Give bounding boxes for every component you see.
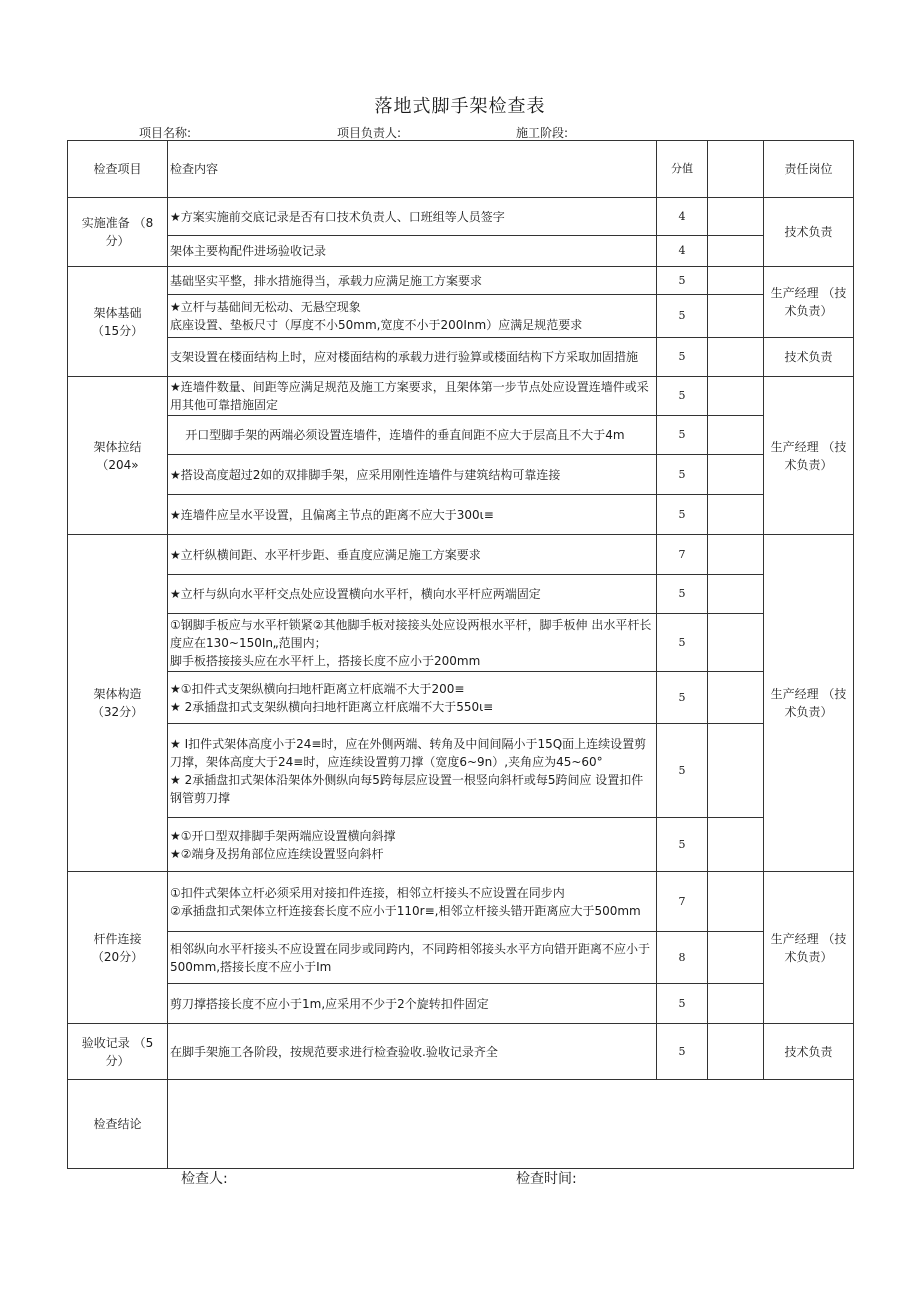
header-score: 分值 bbox=[657, 141, 708, 198]
row-content: ★立杆纵横间距、水平杆步距、垂直度应满足施工方案要求 bbox=[168, 535, 657, 575]
row-content: 开口型脚手架的两端必须设置连墙件，连墙件的垂直间距不应大于层高且不大于4m bbox=[168, 416, 657, 455]
inspector-label: 检查人: bbox=[181, 1171, 228, 1187]
table-row bbox=[68, 614, 854, 672]
row-content: 剪刀撑搭接长度不应小于1m,应采用不少于2个旋转扣件固定 bbox=[168, 984, 657, 1024]
row-blank bbox=[708, 495, 764, 535]
table-row bbox=[68, 984, 854, 1024]
row-score: 5 bbox=[657, 267, 708, 295]
table-row bbox=[68, 724, 854, 818]
row-blank bbox=[708, 338, 764, 377]
row-blank bbox=[708, 1024, 764, 1080]
row-blank bbox=[708, 724, 764, 818]
section-label-conclusion: 检查结论 bbox=[68, 1080, 168, 1169]
row-content: ★ I扣件式架体高度小于24≡时，应在外侧两端、转角及中间间隔小于15Q面上连续设置剪刀撑，架体高度大于24≡时，应连续设置剪刀撑（宽度6~9n）,夹角应为45~60° ★ 2承插盘扣式架体沿架体外侧纵向每5跨每层应设置一根竖向斜杆或每5跨间应 设置扣件钢管剪刀撑 bbox=[168, 724, 657, 818]
row-blank bbox=[708, 377, 764, 416]
role-tie: 生产经理 （技术负责） bbox=[764, 377, 854, 535]
project-name-label: 项目名称: bbox=[139, 126, 192, 140]
section-label-struct: 架体构造 （32分） bbox=[68, 535, 168, 872]
row-score: 4 bbox=[657, 236, 708, 267]
row-content: ★方案实施前交底记录是否有口技术负责人、口班组等人员签字 bbox=[168, 198, 657, 236]
row-content: ★①开口型双排脚手架两端应设置横向斜撑 ★②端身及拐角部位应连续设置竖向斜杆 bbox=[168, 818, 657, 872]
table-row bbox=[68, 535, 854, 575]
table-row bbox=[68, 672, 854, 724]
row-content: ★连墙件数量、间距等应满足规范及施工方案要求，且架体第一步节点处应设置连墙件或采用其他可靠措施固定 bbox=[168, 377, 657, 416]
row-blank bbox=[708, 535, 764, 575]
table-row bbox=[68, 267, 854, 295]
row-score: 5 bbox=[657, 1024, 708, 1080]
table-row bbox=[68, 495, 854, 535]
header-content: 检查内容 bbox=[168, 141, 657, 198]
section-label-tie: 架体拉结 （204» bbox=[68, 377, 168, 535]
table-row bbox=[68, 338, 854, 377]
row-blank bbox=[708, 416, 764, 455]
row-score: 4 bbox=[657, 198, 708, 236]
role-joint: 生产经理 （技术负责） bbox=[764, 872, 854, 1024]
row-score: 5 bbox=[657, 495, 708, 535]
row-score: 7 bbox=[657, 872, 708, 932]
row-blank bbox=[708, 872, 764, 932]
conclusion-row bbox=[68, 1080, 854, 1169]
phase-label: 施工阶段: bbox=[516, 126, 569, 140]
row-content: ★连墙件应呈水平设置，且偏离主节点的距离不应大于300ι≡ bbox=[168, 495, 657, 535]
role-base-b: 技术负责 bbox=[764, 338, 854, 377]
project-lead-label: 项目负责人: bbox=[337, 126, 402, 140]
row-blank bbox=[708, 672, 764, 724]
table-row bbox=[68, 932, 854, 984]
table-row bbox=[68, 377, 854, 416]
table-row bbox=[68, 295, 854, 338]
row-score: 5 bbox=[657, 672, 708, 724]
role-base-a: 生产经理 （技术负责） bbox=[764, 267, 854, 338]
role-struct: 生产经理 （技术负责） bbox=[764, 535, 854, 872]
section-label-accept: 验收记录 （5分） bbox=[68, 1024, 168, 1080]
row-blank bbox=[708, 932, 764, 984]
role-prep: 技术负责 bbox=[764, 198, 854, 267]
row-score: 5 bbox=[657, 377, 708, 416]
row-score: 5 bbox=[657, 295, 708, 338]
row-blank bbox=[708, 614, 764, 672]
table-row bbox=[68, 575, 854, 614]
row-score: 5 bbox=[657, 575, 708, 614]
row-content: ①扣件式架体立杆必须采用对接扣件连接，相邻立杆接头不应设置在同步内 ②承插盘扣式架体立杆连接套长度不应小于110r≡,相邻立杆接头错开距离应大于500mm bbox=[168, 872, 657, 932]
row-content: ★搭设高度超过2如的双排脚手架，应采用刚性连墙件与建筑结构可靠连接 bbox=[168, 455, 657, 495]
header-item: 检查项目 bbox=[68, 141, 168, 198]
header-row bbox=[68, 141, 854, 198]
section-label-prep: 实施准备 （8分） bbox=[68, 198, 168, 267]
section-label-joint: 杆件连接 （20分） bbox=[68, 872, 168, 1024]
row-content: ★①扣件式支架纵横向扫地杆距离立杆底端不大于200≡ ★ 2承插盘扣式支架纵横向扫地杆距离立杆底端不大于550ι≡ bbox=[168, 672, 657, 724]
row-score: 5 bbox=[657, 455, 708, 495]
row-blank bbox=[708, 455, 764, 495]
row-content: 基础坚实平整，排水措施得当，承载力应满足施工方案要求 bbox=[168, 267, 657, 295]
row-content: 在脚手架施工各阶段，按规范要求进行检查验收.验收记录齐全 bbox=[168, 1024, 657, 1080]
row-score: 5 bbox=[657, 724, 708, 818]
row-score: 8 bbox=[657, 932, 708, 984]
section-label-base: 架体基础 （15分） bbox=[68, 267, 168, 377]
row-content: ★立杆与纵向水平杆交点处应设置横向水平杆，横向水平杆应两端固定 bbox=[168, 575, 657, 614]
table-row bbox=[68, 1024, 854, 1080]
table-row bbox=[68, 872, 854, 932]
row-blank bbox=[708, 818, 764, 872]
row-blank bbox=[708, 236, 764, 267]
row-score: 5 bbox=[657, 614, 708, 672]
table-row bbox=[68, 198, 854, 236]
row-blank bbox=[708, 198, 764, 236]
row-content: 架体主要构配件进场验收记录 bbox=[168, 236, 657, 267]
table-row bbox=[68, 236, 854, 267]
row-blank bbox=[708, 267, 764, 295]
row-blank bbox=[708, 575, 764, 614]
header-role: 责任岗位 bbox=[764, 141, 854, 198]
table-row bbox=[68, 455, 854, 495]
inspection-time-label: 检查时间: bbox=[516, 1171, 577, 1187]
row-score: 5 bbox=[657, 818, 708, 872]
inspection-table bbox=[67, 140, 854, 1169]
row-content: 相邻纵向水平杆接头不应设置在同步或同跨内，不同跨相邻接头水平方向错开距离不应小于500mm,搭接长度不应小于Im bbox=[168, 932, 657, 984]
role-accept: 技术负责 bbox=[764, 1024, 854, 1080]
row-blank bbox=[708, 295, 764, 338]
header-blank bbox=[708, 141, 764, 198]
table-row bbox=[68, 818, 854, 872]
row-content: ①钢脚手板应与水平杆锁紧②其他脚手板对接接头处应设两根水平杆，脚手板伸 出水平杆长度应在130~150In„范围内； 脚手板搭接接头应在水平杆上，搭接长度不应小于200mm bbox=[168, 614, 657, 672]
page-title: 落地式脚手架检查表 bbox=[374, 96, 546, 117]
row-blank bbox=[708, 984, 764, 1024]
conclusion-field[interactable] bbox=[168, 1080, 854, 1169]
row-score: 5 bbox=[657, 338, 708, 377]
row-content: ★立杆与基础间无松动、无悬空现象 底座设置、垫板尺寸（厚度不小50mm,宽度不小于200Inm）应满足规范要求 bbox=[168, 295, 657, 338]
row-content: 支架设置在楼面结构上时，应对楼面结构的承载力进行验算或楼面结构下方采取加固措施 bbox=[168, 338, 657, 377]
table-row bbox=[68, 416, 854, 455]
row-score: 5 bbox=[657, 984, 708, 1024]
row-score: 5 bbox=[657, 416, 708, 455]
row-score: 7 bbox=[657, 535, 708, 575]
